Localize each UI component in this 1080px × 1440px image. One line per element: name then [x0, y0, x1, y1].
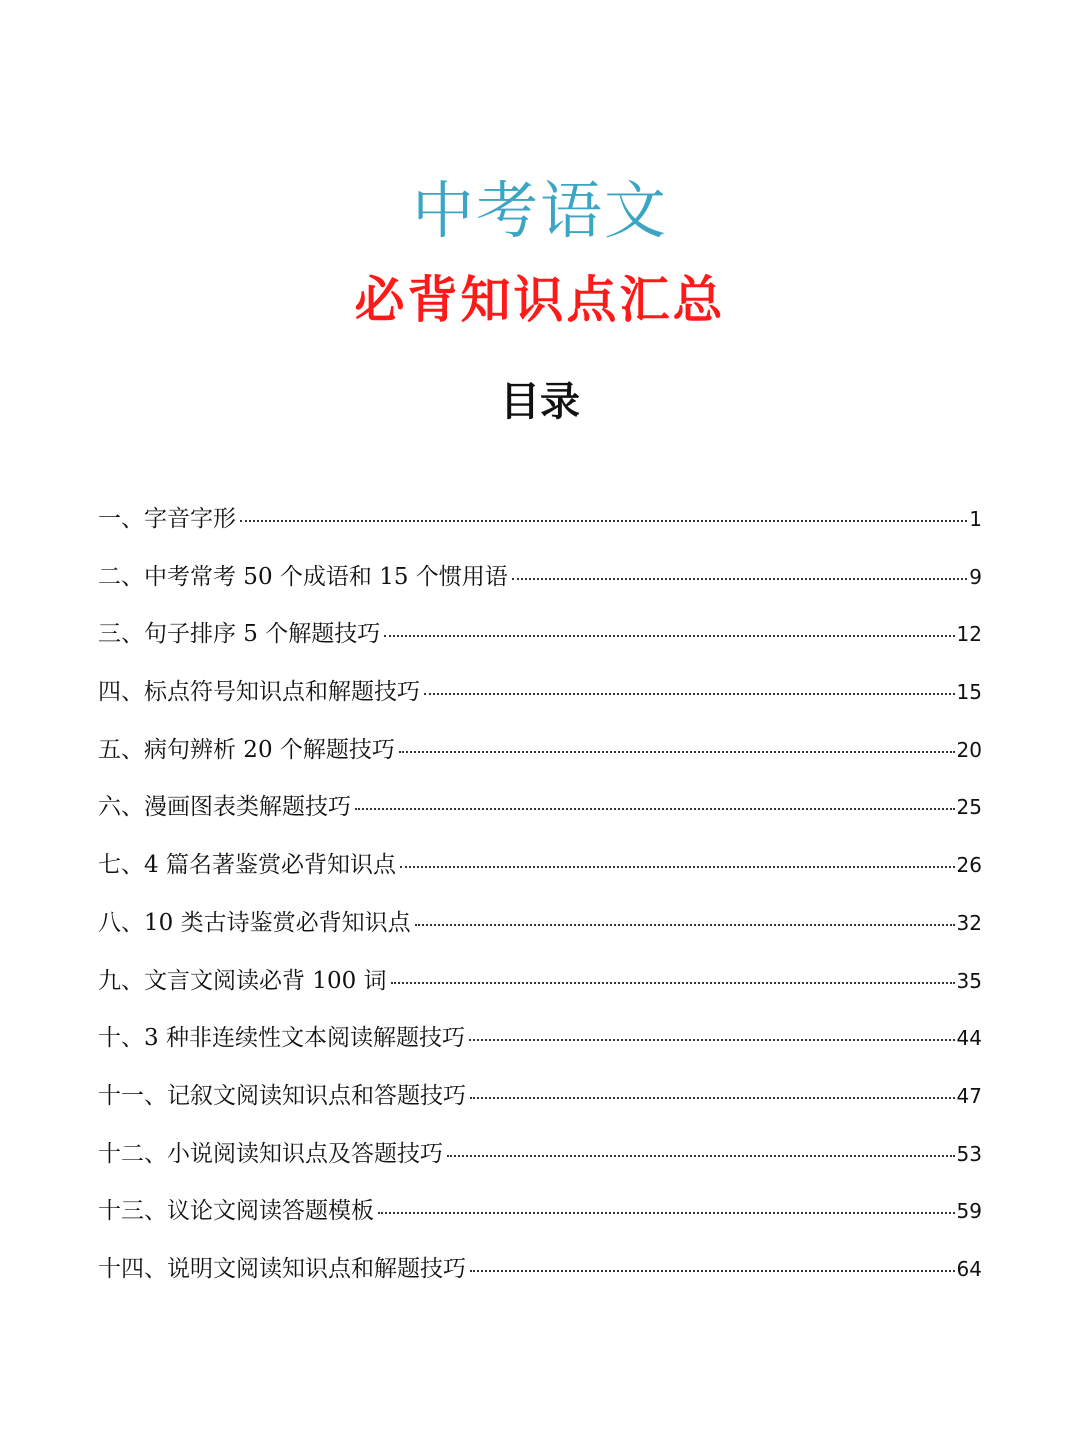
document-title: 中考语文 [411, 174, 668, 247]
toc-item[interactable] [98, 1192, 982, 1250]
toc-item-label: 十二、小说阅读知识点及答题技巧 [98, 1140, 443, 1167]
document-subtitle: 必背知识点汇总 [354, 271, 726, 329]
toc-item-page: 59 [956, 1199, 982, 1224]
toc-item-page: 32 [956, 910, 982, 935]
toc-item-page: 35 [956, 968, 982, 993]
toc-leader-dots [470, 1269, 955, 1272]
toc-item-page: 64 [956, 1256, 982, 1281]
toc-item[interactable] [98, 904, 982, 962]
toc-item[interactable] [98, 1019, 982, 1077]
toc-heading: 目录 [500, 379, 580, 425]
toc-item-label: 四、标点符号知识点和解题技巧 [98, 679, 420, 706]
toc-item-label: 三、句子排序 5 个解题技巧 [98, 621, 381, 648]
toc-leader-dots [240, 519, 967, 522]
toc-item-page: 12 [956, 622, 982, 647]
toc-item-label: 五、病句辨析 20 个解题技巧 [98, 736, 395, 763]
toc-item-label: 十、3 种非连续性文本阅读解题技巧 [98, 1025, 465, 1052]
toc-item-page: 15 [956, 680, 982, 705]
toc-item-page: 25 [956, 795, 982, 820]
toc-item-page: 20 [956, 737, 982, 762]
toc-item[interactable] [98, 500, 982, 558]
toc-item[interactable] [98, 1077, 982, 1135]
toc-item[interactable] [98, 673, 982, 731]
toc-leader-dots [469, 1038, 955, 1041]
toc-leader-dots [391, 981, 955, 984]
toc-leader-dots [512, 577, 967, 580]
toc-item-label: 六、漫画图表类解题技巧 [98, 794, 351, 821]
toc-item[interactable] [98, 558, 982, 616]
toc-item-page: 1 [969, 507, 982, 531]
toc-item[interactable] [98, 1250, 982, 1308]
toc-item-page: 26 [956, 853, 982, 878]
toc-item-page: 47 [956, 1083, 982, 1108]
toc-leader-dots [400, 865, 955, 868]
toc-leader-dots [447, 1154, 955, 1157]
toc-item-label: 七、4 篇名著鉴赏必背知识点 [98, 852, 396, 879]
toc-leader-dots [424, 692, 955, 695]
toc-item[interactable] [98, 1135, 982, 1193]
toc-leader-dots [415, 923, 955, 926]
toc-leader-dots [470, 1096, 955, 1099]
toc-item-page: 53 [956, 1141, 982, 1166]
toc-leader-dots [384, 634, 954, 637]
toc-item-label: 一、字音字形 [98, 506, 236, 532]
toc-item-label: 二、中考常考 50 个成语和 15 个惯用语 [98, 563, 508, 590]
toc-item-label: 九、文言文阅读必背 100 词 [98, 967, 387, 994]
toc-item-label: 十一、记叙文阅读知识点和答题技巧 [98, 1082, 466, 1109]
toc-item[interactable] [98, 788, 982, 846]
toc-leader-dots [378, 1211, 955, 1214]
table-of-contents [98, 500, 982, 1308]
toc-item-label: 十四、说明文阅读知识点和解题技巧 [98, 1255, 466, 1282]
toc-item-label: 八、10 类古诗鉴赏必背知识点 [98, 909, 411, 936]
toc-item-page: 9 [969, 564, 982, 589]
toc-item-page: 44 [956, 1026, 982, 1051]
toc-item[interactable] [98, 846, 982, 904]
toc-leader-dots [355, 807, 955, 810]
toc-item-label: 十三、议论文阅读答题模板 [98, 1198, 374, 1225]
toc-item[interactable] [98, 731, 982, 789]
toc-leader-dots [399, 750, 955, 753]
toc-item[interactable] [98, 962, 982, 1020]
toc-item[interactable] [98, 615, 982, 673]
